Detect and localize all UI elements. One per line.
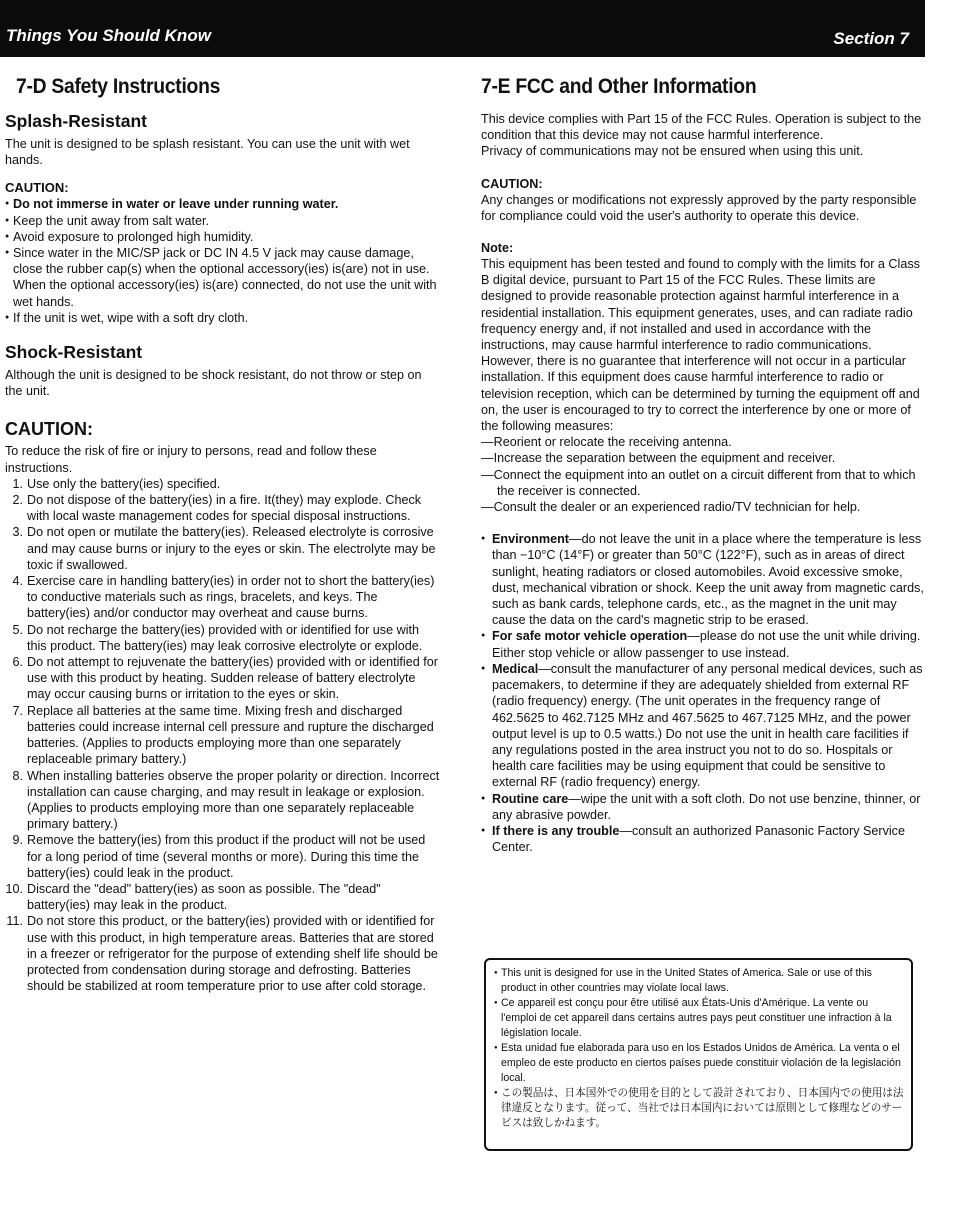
header-bar	[0, 0, 925, 57]
region-notice-box	[484, 958, 913, 1151]
section-title-7e: 7-E FCC and Other Information	[481, 75, 757, 98]
list-item: ● この製品は、日本国外での使用を目的として設計されており、日本国内での使用は法律違反となります。従って、当社では日本国内においては原則として修理などのサービスは致しかねます。	[494, 1086, 905, 1131]
caution-intro: To reduce the risk of fire or injury to persons, read and follow these instructions.	[5, 444, 377, 475]
header-title: Things You Should Know	[6, 26, 211, 45]
list-item: 5. Do not recharge the battery(ies) provided with or identified for use with this product. The battery(ies) may leak corrosive electrolyte or explode.	[12, 622, 423, 653]
fcc-paragraph-2: Privacy of communications may not be ensured when using this unit.	[481, 144, 864, 159]
left-column	[5, 70, 442, 994]
shock-text: Although the unit is designed to be shock resistant, do not throw or step on the unit.	[5, 368, 422, 399]
list-item: ● Routine care—wipe the unit with a soft cloth. Do not use benzine, thinner, or any abrasive powder.	[481, 791, 925, 823]
note-text: This equipment has been tested and found to comply with the limits for a Class B digital device, pursuant to Part 15 of the FCC Rules. These limits are designed to provide reasonable protection against harmful interference in a residential installation. This equipment generates, uses, and can radiate radio frequency energy and, if not installed and used in accordance with the instructions, may cause harmful interference to radio communications. However, there is no guarantee that interference will not occur in a particular installation. If this equipment does cause harmful interference to radio or television reception, which can be determined by turning the equipment off and on, the user is encouraged to try to correct the interference by one or more of the following measures:	[481, 257, 920, 434]
splash-intro: The unit is designed to be splash resistant. You can use the unit with wet hands.	[5, 137, 410, 168]
list-item: 8. When installing batteries observe the proper polarity or direction. Incorrect installation can cause charging, and may result in leakage or explosion. (Applies to products employing more than one separately replaceable primary battery.)	[12, 768, 440, 832]
section-label: Section 7	[833, 29, 909, 48]
fcc-caution-text: Any changes or modifications not expressly approved by the party responsible for compliance could void the user's authority to operate this device.	[481, 192, 917, 223]
list-item: ● Environment—do not leave the unit in a place where the temperature is less than −10°C (14°F) or greater than 50°C (122°F), such as in areas of direct sunlight, heating radiators or closed automobiles. Avoid excessive smoke, dust, mechanical vibration or shock. Keep the unit away from magnetic cards, such as bank cards, telephone cards, etc., as the magnet in the unit may cause the data on the card's magnetic strip to be erased.	[481, 531, 925, 628]
usage-list	[481, 531, 925, 855]
list-item: ● Avoid exposure to prolonged high humidity.	[5, 229, 442, 245]
list-item: 9. Remove the battery(ies) from this product if the product will not be used for a long period of time (several months or more). During this time the battery(ies) could leak in the product.	[12, 833, 426, 880]
list-item: —Reorient or relocate the receiving antenna.	[481, 435, 732, 450]
list-item: 3. Do not open or mutilate the battery(ies). Released electrolyte is corrosive and may cause burns or injury to the eyes or skin. The electrolyte may be toxic if swallowed.	[12, 525, 436, 572]
list-item: ● For safe motor vehicle operation—please do not use the unit while driving. Either stop vehicle or allow passenger to use instead.	[481, 628, 925, 660]
list-item: —Increase the separation between the equipment and receiver.	[481, 451, 836, 466]
list-item: 6. Do not attempt to rejuvenate the battery(ies) provided with or identified for use with this product by heating. Sudden release of battery electrolyte may occur causing burns or irritation to the eyes or skin.	[12, 655, 438, 702]
list-item: ● Esta unidad fue elaborada para uso en los Estados Unidos de América. La venta o el empleo de este producto en ciertos países puede constituir violación de la legislación local.	[494, 1041, 905, 1086]
list-item: 7. Replace all batteries at the same time. Mixing fresh and discharged batteries could increase internal cell pressure and rupture the discharged batteries. (Applies to products employing more than one separately replaceable primary battery.)	[12, 703, 434, 767]
list-item: ● Ce appareil est conçu pour être utilisé aux États-Unis d'Amérique. La vente ou l'emploi de cet appareil dans certains autres pays peut constituer une infraction à la législation locale.	[494, 996, 905, 1041]
caution-heading: CAUTION:	[5, 419, 93, 440]
list-item: 4. Exercise care in handling battery(ies) in order not to short the battery(ies) to conductive materials such as rings, bracelets, and keys. The battery(ies) and/or conductor may overheat and cause burns.	[12, 574, 435, 621]
list-item: 1. Use only the battery(ies) specified.	[12, 476, 221, 491]
fcc-caution-label: CAUTION:	[481, 176, 543, 191]
list-item: —Connect the equipment into an outlet on a circuit different from that to which the receiver is connected.	[481, 467, 916, 498]
list-item: 10. Discard the "dead" battery(ies) as soon as possible. The "dead" battery(ies) may leak in the product.	[5, 881, 381, 913]
splash-heading: Splash-Resistant	[5, 111, 147, 131]
list-item: ● Since water in the MIC/SP jack or DC IN 4.5 V jack may cause damage, close the rubber cap(s) when the optional accessory(ies) is(are) not in use. When the optional accessory(ies) is(are) connected, do not use the unit with wet hands.	[5, 245, 442, 310]
right-column	[481, 70, 925, 855]
note-label: Note:	[481, 241, 514, 256]
list-item: 2. Do not dispose of the battery(ies) in a fire. It(they) may explode. Check with local waste management codes for special disposal instructions.	[12, 493, 422, 524]
splash-caution-label: CAUTION:	[5, 180, 69, 196]
notice-list	[494, 966, 905, 1131]
list-item: ● Do not immerse in water or leave under running water.	[5, 196, 442, 212]
section-title-7d: 7-D Safety Instructions	[16, 75, 221, 98]
splash-bullets	[5, 196, 442, 326]
caution-list	[5, 476, 442, 995]
list-item: ● Keep the unit away from salt water.	[5, 213, 442, 229]
list-item: ● If the unit is wet, wipe with a soft dry cloth.	[5, 310, 442, 326]
list-item: ● Medical—consult the manufacturer of any personal medical devices, such as pacemakers, to determine if they are adequately shielded from external RF (radio frequency) energy. (The unit operates in the frequency range of 462.5625 to 462.7125 MHz and 467.5625 to 467.7125 MHz, and the power output level is up to 0.5 watts.) Do not use the unit in health care facilities if any regulations posted in the area instruct you not to do so. Hospitals or health care facilities may be using equipment that could be sensitive to external RF (radio frequency) energy.	[481, 661, 925, 791]
shock-heading: Shock-Resistant	[5, 342, 143, 363]
list-item: ● If there is any trouble—consult an authorized Panasonic Factory Service Center.	[481, 823, 925, 855]
fcc-paragraph-1: This device complies with Part 15 of the FCC Rules. Operation is subject to the condition that this device may not cause harmful interference.	[481, 112, 922, 143]
measures-list	[481, 434, 925, 515]
list-item: ● This unit is designed for use in the United States of America. Sale or use of this product in other countries may violate local laws.	[494, 966, 905, 996]
list-item: —Consult the dealer or an experienced radio/TV technician for help.	[481, 500, 861, 515]
list-item: 11. Do not store this product, or the battery(ies) provided with or identified for use with this product, in high temperature areas. Batteries that are stored in a freezer or refrigerator for the purpose of extending shelf life should be protected from condensation during storage and defrosting. Batteries should be stabilized at room temperature prior to use after cold storage.	[6, 914, 438, 994]
